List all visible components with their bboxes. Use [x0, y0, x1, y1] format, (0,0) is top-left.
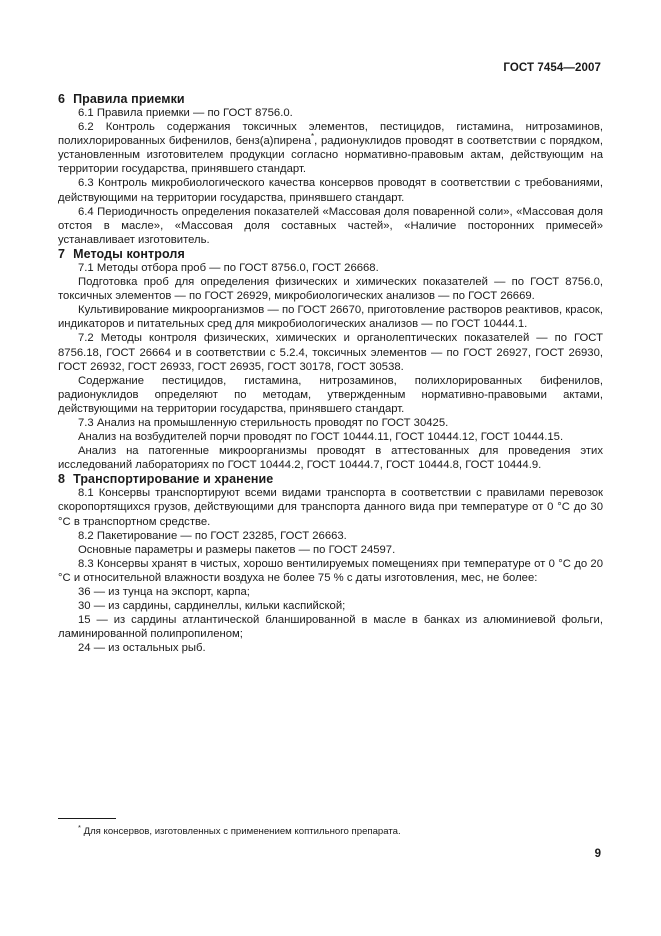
storage-term-item: 24 — из остальных рыб. [78, 642, 206, 655]
paragraph-6-1: 6.1 Правила приемки — по ГОСТ 8756.0. [78, 107, 293, 119]
paragraph-6-2: 6.2 Контроль содержания токсичных элементов, пестицидов, гистамина, нитрозаминов, полихлорированных бифенилов, бенз(а)пирена*, радионуклидов проводят в соответствии с порядком, установленным изготовителем продукции согласно нормативно-правовым актам, действующим на территории государства, принявшего стандарт. [58, 121, 603, 176]
paragraph-7-2b: Содержание пестицидов, гистамина, нитрозаминов, полихлорированных бифенилов, радионуклидов определяют по методам, утвержденным нормативно-правовыми актами, действующими на территории государства, принявшего стандарт. [58, 374, 603, 415]
section-heading-7 [58, 247, 603, 261]
paragraph-8-3: 8.3 Консервы хранят в чистых, хорошо вентилируемых помещениях при температуре от 0 °С до 20 °С и относительной влажности воздуха не более 75 % с даты изготовления, мес, не более: [58, 557, 603, 584]
footnote-entry [58, 822, 603, 838]
paragraph-7-1c: Культивирование микроорганизмов — по ГОСТ 26670, приготовление растворов реактивов, красок, индикаторов и питательных сред для микробиологических анализов — по ГОСТ 10444.1. [58, 304, 603, 331]
footnote-reference-marker: * [311, 132, 315, 142]
section-title-7: Методы контроля [73, 246, 185, 261]
paragraph-7-3: 7.3 Анализ на промышленную стерильность проводят по ГОСТ 30425. [78, 416, 449, 429]
running-header-standard-ref: ГОСТ 7454—2007 [503, 62, 601, 74]
document-body [58, 92, 603, 655]
footnote-text: Для консервов, изготовленных с применением коптильного препарата. [80, 826, 401, 837]
paragraph-7-3b: Анализ на возбудителей порчи проводят по ГОСТ 10444.11, ГОСТ 10444.12, ГОСТ 10444.15. [78, 431, 564, 444]
paragraph-7-3c: Анализ на патогенные микроорганизмы проводят в аттестованных для проведения этих исследований лабораториях по ГОСТ 10444.2, ГОСТ 10444.7, ГОСТ 10444.8, ГОСТ 10444.9. [58, 445, 603, 472]
footnote-marker: * [78, 822, 81, 832]
section-title-6: Правила приемки [73, 92, 185, 106]
storage-term-item: 30 — из сардины, сардинеллы, кильки каспийской; [78, 600, 346, 613]
footnote-separator-rule [58, 818, 116, 819]
paragraph-6-4: 6.4 Периодичность определения показателей «Массовая доля поваренной соли», «Массовая доля отстоя в масле», «Массовая доля составных частей», «Наличие посторонних примесей» устанавливает изготовитель. [58, 205, 603, 246]
paragraph-8-1: 8.1 Консервы транспортируют всеми видами транспорта в соответствии с правилами перевозок скоропортящихся грузов, действующими для транспорта данного вида при температуре от 0 °C до 30 °C в транспортном средстве. [58, 487, 603, 528]
paragraph-6-3: 6.3 Контроль микробиологического качества консервов проводят в соответствии с требованиями, действующими на территории государства, принявшего стандарт. [58, 177, 603, 204]
page-number: 9 [594, 848, 601, 860]
paragraph-7-1: 7.1 Методы отбора проб — по ГОСТ 8756.0, ГОСТ 26668. [78, 261, 379, 274]
section-number-7: 7 [58, 246, 66, 261]
section-heading-8 [58, 472, 603, 486]
paragraph-8-2: 8.2 Пакетирование — по ГОСТ 23285, ГОСТ 26663. [78, 529, 347, 542]
paragraph-7-2: 7.2 Методы контроля физических, химических и органолептических показателей — по ГОСТ 8756.18, ГОСТ 26664 и в соответствии с 5.2.4, токсичных элементов — по ГОСТ 26927, ГОСТ 26930, ГОСТ 26932, ГОСТ 26933, ГОСТ 26935, ГОСТ 30178, ГОСТ 30538. [58, 332, 603, 373]
footnote-area [58, 818, 603, 838]
paragraph-7-1b: Подготовка проб для определения физических и химических показателей — по ГОСТ 8756.0, токсичных элементов — по ГОСТ 26929, микробиологических анализов — по ГОСТ 26669. [58, 276, 603, 303]
section-number-6: 6 [58, 92, 66, 106]
section-title-8: Транспортирование и хранение [73, 472, 274, 487]
storage-term-item: 15 — из сардины атлантической бланшированной в масле в банках из алюминиевой фольги, ламинированной полипропиленом; [58, 614, 603, 641]
section-heading-6 [58, 92, 603, 106]
section-number-8: 8 [58, 472, 66, 487]
paragraph-8-2b: Основные параметры и размеры пакетов — по ГОСТ 24597. [78, 543, 396, 556]
storage-term-item: 36 — из тунца на экспорт, карпа; [78, 586, 250, 598]
